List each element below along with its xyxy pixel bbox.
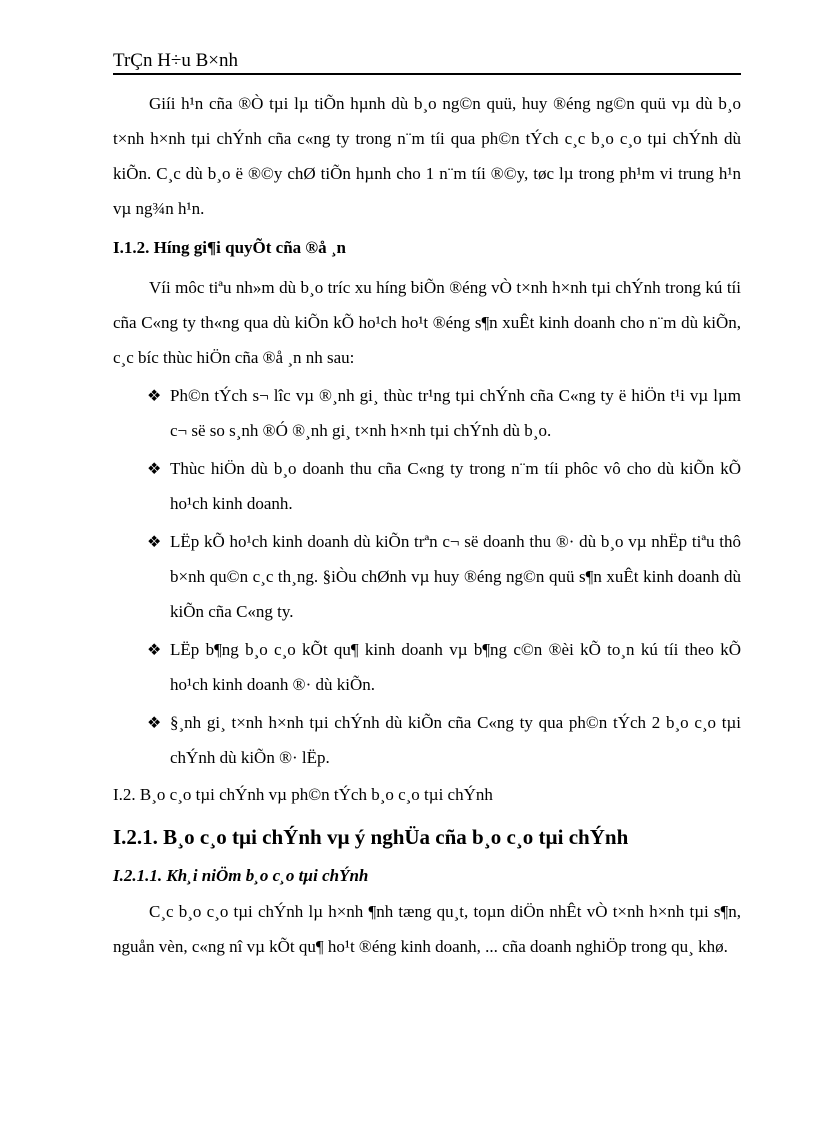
document-body	[113, 86, 741, 964]
list-item	[113, 705, 741, 775]
header-rule	[113, 73, 741, 75]
list-item-text: Thùc hiÖn dù b¸o doanh thu cña C«ng ty trong n¨m tíi phôc vô cho dù kiÕn kÕ ho¹ch kinh doanh.	[170, 459, 741, 513]
list-item-text: §¸nh gi¸ t×nh h×nh tµi chÝnh dù kiÕn cña C«ng ty qua ph©n tÝch 2 b¸o c¸o tµi chÝnh dù kiÕn ®· lËp.	[170, 713, 741, 767]
list-item-text: Ph©n tÝch s¬ lîc vµ ®¸nh gi¸ thùc tr¹ng tµi chÝnh cña C«ng ty ë hiÖn t¹i vµ lµm c¬ së so s¸nh ®Ó ®¸nh gi¸ t×nh h×nh tµi chÝnh dù b¸o.	[170, 386, 741, 440]
diamond-bullet-icon: ❖	[147, 459, 162, 478]
diamond-bullet-icon: ❖	[147, 532, 162, 551]
paragraph-definition: C¸c b¸o c¸o tµi chÝnh lµ h×nh ¶nh tæng qu¸t, toµn diÖn nhÊt vÒ t×nh h×nh tµi s¶n, nguån vèn, c«ng nî vµ kÕt qu¶ ho¹t ®éng kinh doanh, ... cña doanh nghiÖp trong qu¸ khø.	[113, 902, 741, 956]
section-heading-1-2-1: I.2.1. B¸o c¸o tµi chÝnh vµ ý nghÜa cña b¸o c¸o tµi chÝnh	[113, 825, 629, 849]
diamond-bullet-icon: ❖	[147, 713, 162, 732]
section-heading-1-2-1-1: I.2.1.1. Kh¸i niÖm b¸o c¸o tµi chÝnh	[113, 866, 369, 885]
list-item	[113, 524, 741, 629]
list-item	[113, 632, 741, 702]
diamond-bullet-icon: ❖	[147, 386, 162, 405]
list-item-text: LËp kÕ ho¹ch kinh doanh dù kiÕn trªn c¬ së doanh thu ®· dù b¸o vµ nhËp tiªu thô b×nh qu©n c¸c th¸ng. §iÒu chØnh vµ huy ®éng ng©n quü s¶n xuÊt kinh doanh dù kiÕn cña C«ng ty.	[170, 532, 741, 621]
list-item	[113, 378, 741, 448]
steps-list	[113, 378, 741, 775]
paragraph-approach: Víi môc tiªu nh»m dù b¸o tríc xu híng biÕn ®éng vÒ t×nh h×nh tµi chÝnh trong kú tíi cña C«ng ty th«ng qua dù kiÕn kÕ ho¹ch ho¹t ®éng s¶n xuÊt kinh doanh cho n¨m dù kiÕn, c¸c bíc thùc hiÖn cña ®å ¸n nh sau:	[113, 278, 741, 367]
section-heading-1-2: I.2. B¸o c¸o tµi chÝnh vµ ph©n tÝch b¸o c¸o tµi chÝnh	[113, 785, 493, 804]
paragraph-scope: Giíi h¹n cña ®Ò tµi lµ tiÕn hµnh dù b¸o ng©n quü, huy ®éng ng©n quü vµ dù b¸o t×nh h×nh tµi chÝnh cña c«ng ty trong n¨m tíi qua ph©n tÝch c¸c b¸o c¸o tµi chÝnh dù kiÕn. C¸c dù b¸o ë ®©y chØ tiÕn hµnh cho 1 n¨m tíi ®©y, tøc lµ trong ph¹m vi trung h¹n vµ ng¾n h¹n.	[113, 94, 741, 218]
page-header-title: TrÇn H÷u B×nh	[113, 50, 238, 71]
list-item-text: LËp b¶ng b¸o c¸o kÕt qu¶ kinh doanh vµ b¶ng c©n ®èi kÕ to¸n kú tíi theo kÕ ho¹ch kinh doanh ®· dù kiÕn.	[170, 640, 741, 694]
section-heading-1-1-2: I.1.2. Híng gi¶i quyÕt cña ®å ¸n	[113, 238, 347, 257]
list-item	[113, 451, 741, 521]
diamond-bullet-icon: ❖	[147, 640, 162, 659]
